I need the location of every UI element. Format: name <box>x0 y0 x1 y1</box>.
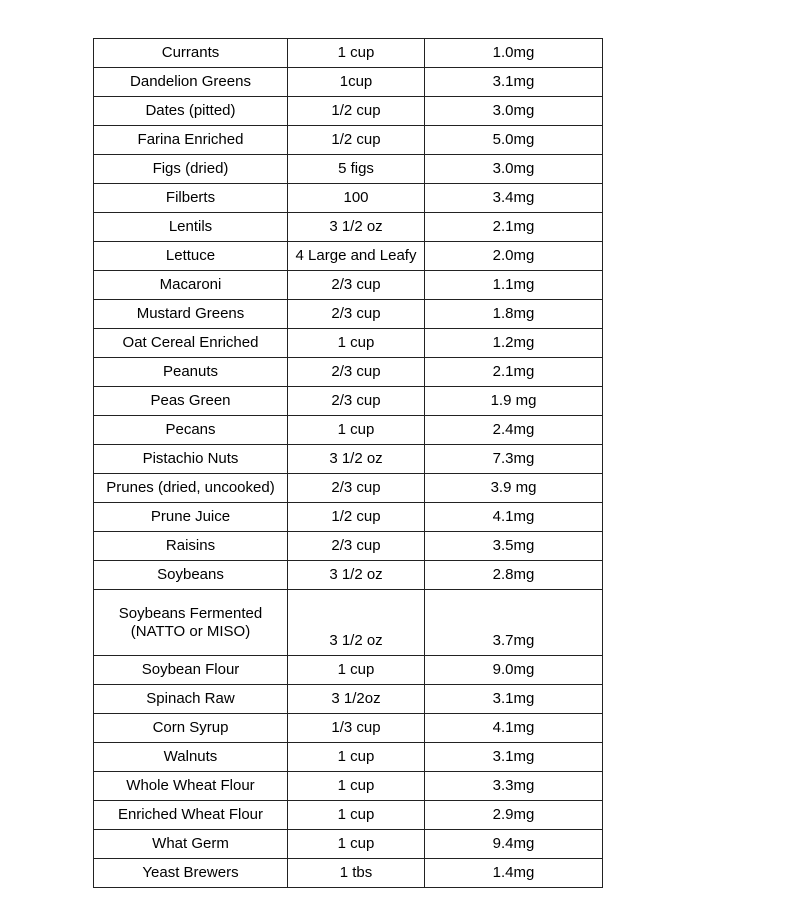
table-row <box>94 772 603 801</box>
amount-cell: 2/3 cup <box>288 358 425 387</box>
table-row <box>94 561 603 590</box>
iron-cell: 9.0mg <box>425 656 603 685</box>
iron-cell: 3.7mg <box>425 590 603 656</box>
iron-cell: 9.4mg <box>425 830 603 859</box>
amount-cell: 2/3 cup <box>288 387 425 416</box>
table-row <box>94 126 603 155</box>
amount-cell: 1/2 cup <box>288 503 425 532</box>
food-cell: Raisins <box>94 532 288 561</box>
iron-cell: 2.4mg <box>425 416 603 445</box>
table-row <box>94 68 603 97</box>
amount-cell: 4 Large and Leafy <box>288 242 425 271</box>
iron-cell: 5.0mg <box>425 126 603 155</box>
amount-cell: 1/3 cup <box>288 714 425 743</box>
table-row <box>94 242 603 271</box>
food-cell: Whole Wheat Flour <box>94 772 288 801</box>
amount-cell: 1 cup <box>288 329 425 358</box>
table-row <box>94 300 603 329</box>
table-row <box>94 830 603 859</box>
food-cell: Prunes (dried, uncooked) <box>94 474 288 503</box>
food-cell: Peanuts <box>94 358 288 387</box>
food-cell: Soybean Flour <box>94 656 288 685</box>
amount-cell: 2/3 cup <box>288 474 425 503</box>
table-row <box>94 416 603 445</box>
food-cell <box>94 590 288 656</box>
food-cell: Yeast Brewers <box>94 859 288 888</box>
table-row <box>94 213 603 242</box>
iron-cell: 4.1mg <box>425 503 603 532</box>
amount-cell: 1 cup <box>288 801 425 830</box>
iron-cell: 3.5mg <box>425 532 603 561</box>
food-cell: Figs (dried) <box>94 155 288 184</box>
food-cell: Peas Green <box>94 387 288 416</box>
table-row <box>94 685 603 714</box>
table-row <box>94 503 603 532</box>
food-cell: Spinach Raw <box>94 685 288 714</box>
table-row <box>94 39 603 68</box>
food-cell: Lettuce <box>94 242 288 271</box>
table-row <box>94 387 603 416</box>
food-cell: Corn Syrup <box>94 714 288 743</box>
table-row <box>94 445 603 474</box>
food-cell: Filberts <box>94 184 288 213</box>
food-cell: Enriched Wheat Flour <box>94 801 288 830</box>
amount-cell: 2/3 cup <box>288 532 425 561</box>
iron-cell: 7.3mg <box>425 445 603 474</box>
iron-cell: 3.1mg <box>425 685 603 714</box>
food-cell: Walnuts <box>94 743 288 772</box>
iron-cell: 3.1mg <box>425 743 603 772</box>
iron-cell: 3.0mg <box>425 97 603 126</box>
iron-cell: 2.1mg <box>425 213 603 242</box>
table-row <box>94 801 603 830</box>
table-row <box>94 97 603 126</box>
iron-cell: 2.1mg <box>425 358 603 387</box>
food-cell: Currants <box>94 39 288 68</box>
table-row <box>94 329 603 358</box>
food-cell: Mustard Greens <box>94 300 288 329</box>
iron-cell: 3.4mg <box>425 184 603 213</box>
iron-content-table <box>93 38 603 888</box>
iron-cell: 1.0mg <box>425 39 603 68</box>
amount-cell: 1 cup <box>288 743 425 772</box>
amount-cell: 2/3 cup <box>288 271 425 300</box>
iron-cell: 4.1mg <box>425 714 603 743</box>
table-row <box>94 358 603 387</box>
amount-cell: 3 1/2 oz <box>288 445 425 474</box>
iron-cell: 1.4mg <box>425 859 603 888</box>
table-row <box>94 532 603 561</box>
iron-cell: 1.1mg <box>425 271 603 300</box>
table-row <box>94 859 603 888</box>
amount-cell: 1 tbs <box>288 859 425 888</box>
food-cell: Oat Cereal Enriched <box>94 329 288 358</box>
food-cell: What Germ <box>94 830 288 859</box>
table-row <box>94 656 603 685</box>
food-cell: Pistachio Nuts <box>94 445 288 474</box>
food-cell: Soybeans <box>94 561 288 590</box>
table-row <box>94 184 603 213</box>
table-row <box>94 474 603 503</box>
amount-cell: 1 cup <box>288 772 425 801</box>
amount-cell: 1/2 cup <box>288 97 425 126</box>
amount-cell: 1 cup <box>288 830 425 859</box>
food-cell: Farina Enriched <box>94 126 288 155</box>
iron-cell: 3.1mg <box>425 68 603 97</box>
amount-cell: 1/2 cup <box>288 126 425 155</box>
food-cell: Macaroni <box>94 271 288 300</box>
table-row <box>94 155 603 184</box>
amount-cell: 100 <box>288 184 425 213</box>
iron-cell: 3.0mg <box>425 155 603 184</box>
food-cell: Dates (pitted) <box>94 97 288 126</box>
amount-cell: 3 1/2oz <box>288 685 425 714</box>
iron-cell: 3.9 mg <box>425 474 603 503</box>
amount-cell: 3 1/2 oz <box>288 590 425 656</box>
iron-cell: 1.8mg <box>425 300 603 329</box>
amount-cell: 2/3 cup <box>288 300 425 329</box>
amount-cell: 1cup <box>288 68 425 97</box>
amount-cell: 1 cup <box>288 656 425 685</box>
food-cell-line-1: Soybeans Fermented <box>118 604 263 622</box>
food-cell: Dandelion Greens <box>94 68 288 97</box>
iron-cell: 1.2mg <box>425 329 603 358</box>
table-row <box>94 714 603 743</box>
iron-cell: 3.3mg <box>425 772 603 801</box>
food-cell-line-2: (NATTO or MISO) <box>130 622 251 640</box>
iron-cell: 2.9mg <box>425 801 603 830</box>
amount-cell: 1 cup <box>288 39 425 68</box>
amount-cell: 3 1/2 oz <box>288 213 425 242</box>
food-cell: Prune Juice <box>94 503 288 532</box>
iron-cell: 2.8mg <box>425 561 603 590</box>
amount-cell: 1 cup <box>288 416 425 445</box>
amount-cell: 3 1/2 oz <box>288 561 425 590</box>
iron-cell: 1.9 mg <box>425 387 603 416</box>
amount-cell: 5 figs <box>288 155 425 184</box>
food-cell: Pecans <box>94 416 288 445</box>
iron-cell: 2.0mg <box>425 242 603 271</box>
table-row <box>94 743 603 772</box>
table-row <box>94 590 603 656</box>
food-cell: Lentils <box>94 213 288 242</box>
table-row <box>94 271 603 300</box>
